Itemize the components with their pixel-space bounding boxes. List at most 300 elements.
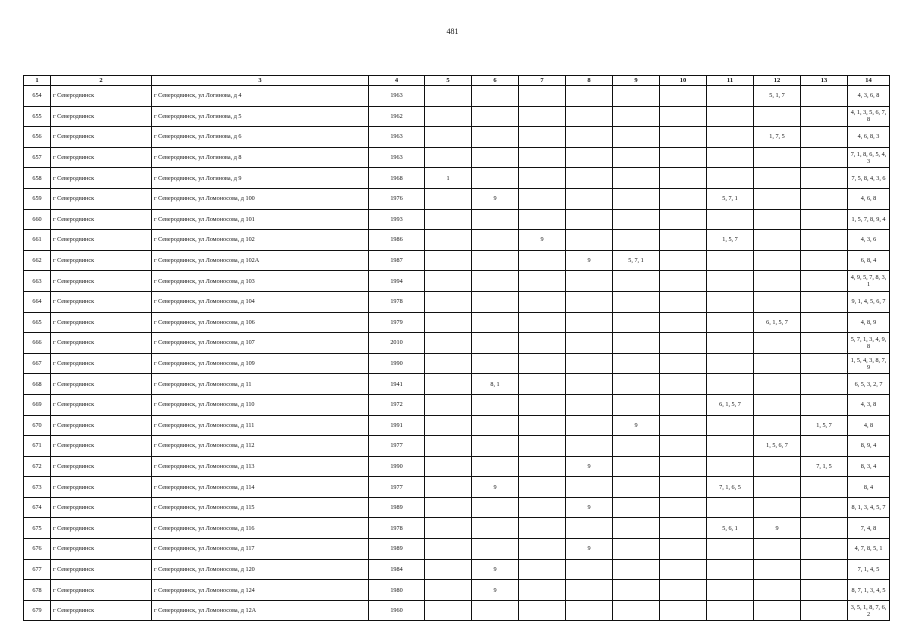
col8-cell	[566, 436, 613, 457]
table-row	[24, 559, 890, 580]
column-header-8: 8	[566, 76, 613, 86]
col7-cell	[519, 291, 566, 312]
column-header-4: 4	[369, 76, 425, 86]
city-cell: г Северодвинск	[51, 600, 152, 621]
table-row	[24, 168, 890, 189]
col6-cell	[472, 333, 519, 354]
city-cell: г Северодвинск	[51, 209, 152, 230]
row-number: 654	[24, 86, 51, 107]
col11-cell	[707, 497, 754, 518]
year-cell: 1990	[369, 353, 425, 374]
city-cell: г Северодвинск	[51, 518, 152, 539]
col9-cell	[613, 394, 660, 415]
col13-cell	[801, 106, 848, 127]
column-header-2: 2	[51, 76, 152, 86]
col5-cell	[425, 86, 472, 107]
table-row	[24, 600, 890, 621]
col8-cell	[566, 415, 613, 436]
address-cell: г Северодвинск, ул Логинова, д 6	[152, 127, 369, 148]
column-header-1: 1	[24, 76, 51, 86]
col7-cell	[519, 580, 566, 601]
row-number: 667	[24, 353, 51, 374]
col9-cell	[613, 86, 660, 107]
col10-cell	[660, 374, 707, 395]
year-cell: 1980	[369, 580, 425, 601]
city-cell: г Северодвинск	[51, 539, 152, 560]
col14-cell: 3, 5, 1, 8, 7, 6, 2	[848, 600, 890, 621]
col7-cell	[519, 559, 566, 580]
col13-cell	[801, 518, 848, 539]
table-row	[24, 415, 890, 436]
col12-cell: 6, 1, 5, 7	[754, 312, 801, 333]
address-cell: г Северодвинск, ул Ломоносова, д 112	[152, 436, 369, 457]
col13-cell	[801, 600, 848, 621]
address-cell: г Северодвинск, ул Ломоносова, д 100	[152, 188, 369, 209]
col9-cell	[613, 539, 660, 560]
col14-cell: 5, 7, 1, 3, 4, 9, 8	[848, 333, 890, 354]
col7-cell	[519, 209, 566, 230]
year-cell: 1991	[369, 415, 425, 436]
col5-cell	[425, 291, 472, 312]
col8-cell	[566, 86, 613, 107]
col9-cell	[613, 333, 660, 354]
col9-cell	[613, 291, 660, 312]
column-header-6: 6	[472, 76, 519, 86]
address-cell: г Северодвинск, ул Ломоносова, д 113	[152, 456, 369, 477]
year-cell: 1990	[369, 456, 425, 477]
col7-cell	[519, 415, 566, 436]
col6-cell	[472, 456, 519, 477]
col7-cell	[519, 353, 566, 374]
col14-cell: 4, 9, 5, 7, 8, 3, 1	[848, 271, 890, 292]
col13-cell	[801, 312, 848, 333]
col5-cell	[425, 333, 472, 354]
col14-cell: 4, 8, 9	[848, 312, 890, 333]
col11-cell	[707, 106, 754, 127]
col11-cell	[707, 580, 754, 601]
city-cell: г Северодвинск	[51, 312, 152, 333]
address-cell: г Северодвинск, ул Ломоносова, д 111	[152, 415, 369, 436]
col5-cell	[425, 230, 472, 251]
col12-cell	[754, 456, 801, 477]
city-cell: г Северодвинск	[51, 394, 152, 415]
col12-cell	[754, 415, 801, 436]
address-cell: г Северодвинск, ул Ломоносова, д 102А	[152, 250, 369, 271]
col8-cell	[566, 559, 613, 580]
col9-cell	[613, 230, 660, 251]
year-cell: 1968	[369, 168, 425, 189]
year-cell: 1977	[369, 477, 425, 498]
col10-cell	[660, 312, 707, 333]
row-number: 665	[24, 312, 51, 333]
city-cell: г Северодвинск	[51, 580, 152, 601]
table-row	[24, 394, 890, 415]
col5-cell	[425, 477, 472, 498]
col9-cell	[613, 106, 660, 127]
col10-cell	[660, 250, 707, 271]
col12-cell	[754, 477, 801, 498]
col5-cell	[425, 374, 472, 395]
col6-cell: 9	[472, 580, 519, 601]
col8-cell	[566, 209, 613, 230]
col6-cell	[472, 271, 519, 292]
col5-cell	[425, 415, 472, 436]
col6-cell	[472, 230, 519, 251]
col10-cell	[660, 333, 707, 354]
col11-cell	[707, 271, 754, 292]
col10-cell	[660, 477, 707, 498]
address-cell: г Северодвинск, ул Ломоносова, д 109	[152, 353, 369, 374]
col13-cell	[801, 497, 848, 518]
col12-cell	[754, 250, 801, 271]
col7-cell	[519, 539, 566, 560]
row-number: 657	[24, 147, 51, 168]
col10-cell	[660, 559, 707, 580]
city-cell: г Северодвинск	[51, 415, 152, 436]
table-row	[24, 353, 890, 374]
col5-cell	[425, 209, 472, 230]
col11-cell	[707, 147, 754, 168]
row-number: 658	[24, 168, 51, 189]
col7-cell	[519, 518, 566, 539]
col14-cell: 8, 1, 3, 4, 5, 7	[848, 497, 890, 518]
city-cell: г Северодвинск	[51, 353, 152, 374]
year-cell: 1993	[369, 209, 425, 230]
col8-cell	[566, 518, 613, 539]
col12-cell	[754, 271, 801, 292]
col10-cell	[660, 353, 707, 374]
col11-cell: 6, 1, 5, 7	[707, 394, 754, 415]
col12-cell	[754, 209, 801, 230]
address-cell: г Северодвинск, ул Ломоносова, д 115	[152, 497, 369, 518]
col7-cell	[519, 127, 566, 148]
col8-cell	[566, 580, 613, 601]
city-cell: г Северодвинск	[51, 250, 152, 271]
col7-cell	[519, 250, 566, 271]
col13-cell	[801, 271, 848, 292]
col14-cell: 4, 1, 3, 5, 6, 7, 8	[848, 106, 890, 127]
col12-cell	[754, 230, 801, 251]
col10-cell	[660, 168, 707, 189]
col8-cell	[566, 168, 613, 189]
address-cell: г Северодвинск, ул Ломоносова, д 117	[152, 539, 369, 560]
col12-cell	[754, 497, 801, 518]
col14-cell: 7, 4, 8	[848, 518, 890, 539]
row-number: 656	[24, 127, 51, 148]
col9-cell	[613, 312, 660, 333]
city-cell: г Северодвинск	[51, 271, 152, 292]
col12-cell	[754, 333, 801, 354]
city-cell: г Северодвинск	[51, 456, 152, 477]
city-cell: г Северодвинск	[51, 477, 152, 498]
col5-cell	[425, 127, 472, 148]
col12-cell: 1, 7, 5	[754, 127, 801, 148]
col9-cell	[613, 497, 660, 518]
col5-cell	[425, 394, 472, 415]
year-cell: 1987	[369, 250, 425, 271]
col13-cell	[801, 147, 848, 168]
city-cell: г Северодвинск	[51, 230, 152, 251]
table-row	[24, 539, 890, 560]
col6-cell	[472, 539, 519, 560]
year-cell: 1994	[369, 271, 425, 292]
col9-cell	[613, 271, 660, 292]
year-cell: 1978	[369, 518, 425, 539]
year-cell: 1963	[369, 147, 425, 168]
col14-cell: 4, 3, 6	[848, 230, 890, 251]
col9-cell	[613, 147, 660, 168]
col8-cell: 9	[566, 539, 613, 560]
col10-cell	[660, 209, 707, 230]
col10-cell	[660, 127, 707, 148]
col13-cell	[801, 291, 848, 312]
col13-cell	[801, 127, 848, 148]
col10-cell	[660, 230, 707, 251]
table-row	[24, 580, 890, 601]
col5-cell	[425, 353, 472, 374]
city-cell: г Северодвинск	[51, 86, 152, 107]
col13-cell	[801, 209, 848, 230]
column-header-13: 13	[801, 76, 848, 86]
col13-cell	[801, 436, 848, 457]
city-cell: г Северодвинск	[51, 168, 152, 189]
row-number: 655	[24, 106, 51, 127]
col8-cell: 9	[566, 250, 613, 271]
col6-cell	[472, 127, 519, 148]
col10-cell	[660, 415, 707, 436]
row-number: 676	[24, 539, 51, 560]
col11-cell: 5, 6, 1	[707, 518, 754, 539]
col11-cell	[707, 250, 754, 271]
col5-cell	[425, 147, 472, 168]
table-row	[24, 127, 890, 148]
table-row	[24, 271, 890, 292]
col13-cell	[801, 477, 848, 498]
col7-cell	[519, 374, 566, 395]
col9-cell	[613, 374, 660, 395]
year-cell: 1978	[369, 291, 425, 312]
col6-cell	[472, 518, 519, 539]
year-cell: 1989	[369, 497, 425, 518]
column-header-14: 14	[848, 76, 890, 86]
col8-cell	[566, 353, 613, 374]
col8-cell: 9	[566, 456, 613, 477]
row-number: 679	[24, 600, 51, 621]
city-cell: г Северодвинск	[51, 147, 152, 168]
row-number: 661	[24, 230, 51, 251]
col10-cell	[660, 188, 707, 209]
col11-cell	[707, 209, 754, 230]
col14-cell: 8, 7, 1, 3, 4, 5	[848, 580, 890, 601]
col11-cell	[707, 374, 754, 395]
table-row	[24, 209, 890, 230]
col10-cell	[660, 147, 707, 168]
col13-cell	[801, 394, 848, 415]
address-cell: г Северодвинск, ул Логинова, д 9	[152, 168, 369, 189]
col9-cell: 9	[613, 415, 660, 436]
year-cell: 1977	[369, 436, 425, 457]
col10-cell	[660, 580, 707, 601]
table-row	[24, 147, 890, 168]
year-cell: 1976	[369, 188, 425, 209]
col5-cell	[425, 559, 472, 580]
col13-cell	[801, 580, 848, 601]
col6-cell	[472, 415, 519, 436]
table-row	[24, 250, 890, 271]
col13-cell	[801, 250, 848, 271]
col6-cell	[472, 600, 519, 621]
table-body	[24, 86, 890, 621]
col5-cell	[425, 250, 472, 271]
col14-cell: 7, 1, 4, 5	[848, 559, 890, 580]
col7-cell	[519, 456, 566, 477]
col12-cell	[754, 539, 801, 560]
col11-cell: 1, 5, 7	[707, 230, 754, 251]
year-cell: 1979	[369, 312, 425, 333]
header-row	[24, 76, 890, 86]
col9-cell	[613, 209, 660, 230]
col10-cell	[660, 456, 707, 477]
col6-cell	[472, 312, 519, 333]
col9-cell: 5, 7, 1	[613, 250, 660, 271]
col10-cell	[660, 539, 707, 560]
row-number: 659	[24, 188, 51, 209]
col5-cell	[425, 518, 472, 539]
col11-cell	[707, 333, 754, 354]
col11-cell	[707, 168, 754, 189]
address-cell: г Северодвинск, ул Ломоносова, д 124	[152, 580, 369, 601]
col11-cell	[707, 415, 754, 436]
col6-cell: 9	[472, 477, 519, 498]
col10-cell	[660, 436, 707, 457]
col11-cell	[707, 600, 754, 621]
col5-cell	[425, 600, 472, 621]
col8-cell	[566, 106, 613, 127]
col13-cell	[801, 168, 848, 189]
col9-cell	[613, 127, 660, 148]
col8-cell	[566, 333, 613, 354]
table-row	[24, 312, 890, 333]
row-number: 673	[24, 477, 51, 498]
col12-cell	[754, 559, 801, 580]
row-number: 675	[24, 518, 51, 539]
col14-cell: 1, 5, 4, 3, 8, 7, 9	[848, 353, 890, 374]
address-cell: г Северодвинск, ул Ломоносова, д 120	[152, 559, 369, 580]
col14-cell: 1, 5, 7, 8, 9, 4	[848, 209, 890, 230]
col8-cell	[566, 147, 613, 168]
address-cell: г Северодвинск, ул Ломоносова, д 104	[152, 291, 369, 312]
col5-cell	[425, 497, 472, 518]
row-number: 669	[24, 394, 51, 415]
col13-cell	[801, 333, 848, 354]
col8-cell	[566, 600, 613, 621]
column-header-3: 3	[152, 76, 369, 86]
col12-cell: 1, 5, 6, 7	[754, 436, 801, 457]
col11-cell	[707, 86, 754, 107]
column-header-12: 12	[754, 76, 801, 86]
col11-cell	[707, 312, 754, 333]
col12-cell	[754, 168, 801, 189]
col7-cell	[519, 497, 566, 518]
table-row	[24, 518, 890, 539]
col6-cell: 9	[472, 559, 519, 580]
col6-cell	[472, 497, 519, 518]
col12-cell	[754, 353, 801, 374]
col7-cell	[519, 271, 566, 292]
col13-cell	[801, 559, 848, 580]
col7-cell	[519, 86, 566, 107]
col10-cell	[660, 86, 707, 107]
col11-cell: 7, 1, 6, 5	[707, 477, 754, 498]
row-number: 678	[24, 580, 51, 601]
row-number: 671	[24, 436, 51, 457]
col8-cell	[566, 188, 613, 209]
col14-cell: 6, 8, 4	[848, 250, 890, 271]
address-cell: г Северодвинск, ул Ломоносова, д 103	[152, 271, 369, 292]
col14-cell: 8, 4	[848, 477, 890, 498]
address-cell: г Северодвинск, ул Ломоносова, д 110	[152, 394, 369, 415]
year-cell: 1963	[369, 86, 425, 107]
col14-cell: 6, 5, 3, 2, 7	[848, 374, 890, 395]
city-cell: г Северодвинск	[51, 291, 152, 312]
year-cell: 1972	[369, 394, 425, 415]
address-cell: г Северодвинск, ул Ломоносова, д 101	[152, 209, 369, 230]
col7-cell	[519, 188, 566, 209]
col9-cell	[613, 168, 660, 189]
col13-cell	[801, 188, 848, 209]
row-number: 666	[24, 333, 51, 354]
row-number: 662	[24, 250, 51, 271]
col12-cell	[754, 147, 801, 168]
col10-cell	[660, 600, 707, 621]
col6-cell	[472, 291, 519, 312]
address-cell: г Северодвинск, ул Ломоносова, д 116	[152, 518, 369, 539]
col8-cell	[566, 477, 613, 498]
col9-cell	[613, 188, 660, 209]
col10-cell	[660, 518, 707, 539]
col9-cell	[613, 559, 660, 580]
year-cell: 1941	[369, 374, 425, 395]
col14-cell: 4, 7, 8, 5, 1	[848, 539, 890, 560]
col6-cell	[472, 106, 519, 127]
city-cell: г Северодвинск	[51, 374, 152, 395]
col8-cell	[566, 374, 613, 395]
col13-cell	[801, 539, 848, 560]
city-cell: г Северодвинск	[51, 106, 152, 127]
col11-cell	[707, 436, 754, 457]
city-cell: г Северодвинск	[51, 559, 152, 580]
address-cell: г Северодвинск, ул Логинова, д 4	[152, 86, 369, 107]
row-number: 668	[24, 374, 51, 395]
col11-cell	[707, 539, 754, 560]
table-row	[24, 230, 890, 251]
row-number: 672	[24, 456, 51, 477]
col8-cell	[566, 291, 613, 312]
col12-cell	[754, 291, 801, 312]
col9-cell	[613, 456, 660, 477]
col11-cell: 5, 7, 1	[707, 188, 754, 209]
row-number: 674	[24, 497, 51, 518]
col12-cell	[754, 394, 801, 415]
table-row	[24, 436, 890, 457]
address-cell: г Северодвинск, ул Ломоносова, д 114	[152, 477, 369, 498]
col14-cell: 8, 3, 4	[848, 456, 890, 477]
col13-cell	[801, 353, 848, 374]
col13-cell	[801, 374, 848, 395]
col13-cell: 1, 5, 7	[801, 415, 848, 436]
col6-cell	[472, 147, 519, 168]
col7-cell	[519, 600, 566, 621]
